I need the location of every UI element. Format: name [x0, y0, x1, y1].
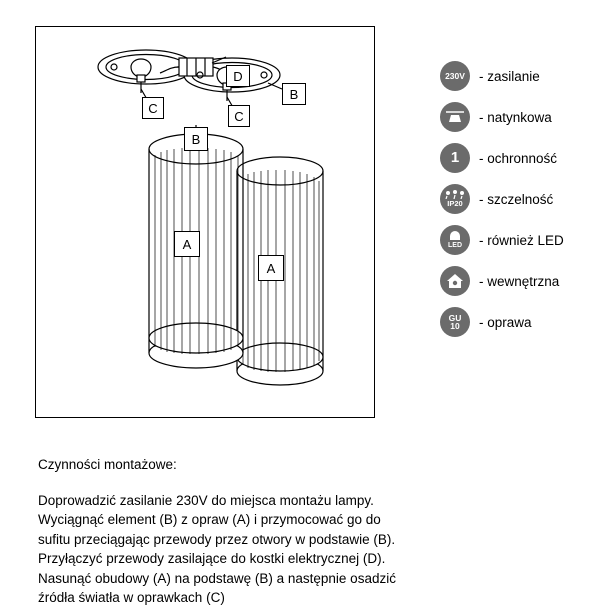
instruction-line-3: sufitu przeciągając przewody przez otwory w podstawie (B). — [38, 530, 438, 550]
legend-label-indoor: - wewnętrzna — [479, 274, 559, 289]
indoor-icon — [440, 266, 470, 296]
legend-label-ip-rating: - szczelność — [479, 192, 553, 207]
legend-label-protection-class: - ochronność — [479, 151, 557, 166]
legend-label-voltage: - zasilanie — [479, 69, 540, 84]
lamp-assembly-illustration — [35, 26, 375, 418]
led-bulb-glyph — [447, 231, 463, 241]
callout-D: D — [226, 65, 250, 87]
instruction-line-1: Doprowadzić zasilanie 230V do miejsca montażu lampy. — [38, 491, 438, 511]
callout-B-top: B — [282, 83, 306, 105]
callout-C-right: C — [228, 105, 250, 127]
callout-A-right: A — [258, 255, 284, 281]
legend-item-protection-class — [440, 138, 595, 178]
legend-label-socket: - oprawa — [479, 315, 532, 330]
callout-C-left: C — [142, 97, 164, 119]
legend-item-indoor — [440, 261, 595, 301]
instruction-line-2: Wyciągnąć element (B) z opraw (A) i przymocować go do — [38, 510, 438, 530]
instruction-line-6: źródła światła w oprawkach (C) — [38, 588, 438, 608]
lamp-drawing — [36, 27, 374, 417]
legend-item-socket — [440, 302, 595, 342]
legend-item-voltage — [440, 56, 595, 96]
instructions — [38, 455, 438, 608]
surface-mount-icon — [440, 102, 470, 132]
voltage-icon: 230V — [440, 61, 470, 91]
legend-item-surface-mount — [440, 97, 595, 137]
legend-label-led: - również LED — [479, 233, 564, 248]
legend-item-ip-rating — [440, 179, 595, 219]
callout-B-body: B — [184, 127, 208, 151]
ip-rating-drops-glyph — [444, 190, 466, 199]
legend-label-surface-mount: - natynkowa — [479, 110, 552, 125]
protection-class-icon: 1 — [440, 143, 470, 173]
instructions-heading: Czynności montażowe: — [38, 455, 438, 475]
callout-A-left: A — [174, 231, 200, 257]
instruction-line-4: Przyłączyć przewody zasilające do kostki elektrycznej (D). — [38, 549, 438, 569]
house-glyph — [445, 272, 465, 290]
surface-mount-glyph — [445, 110, 465, 124]
legend-item-led — [440, 220, 595, 260]
ip-rating-icon: IP20 — [440, 184, 470, 214]
instruction-line-5: Nasunąć obudowy (A) na podstawę (B) a następnie osadzić — [38, 569, 438, 589]
socket-icon: GU 10 — [440, 307, 470, 337]
legend — [440, 56, 595, 343]
led-icon: LED — [440, 225, 470, 255]
